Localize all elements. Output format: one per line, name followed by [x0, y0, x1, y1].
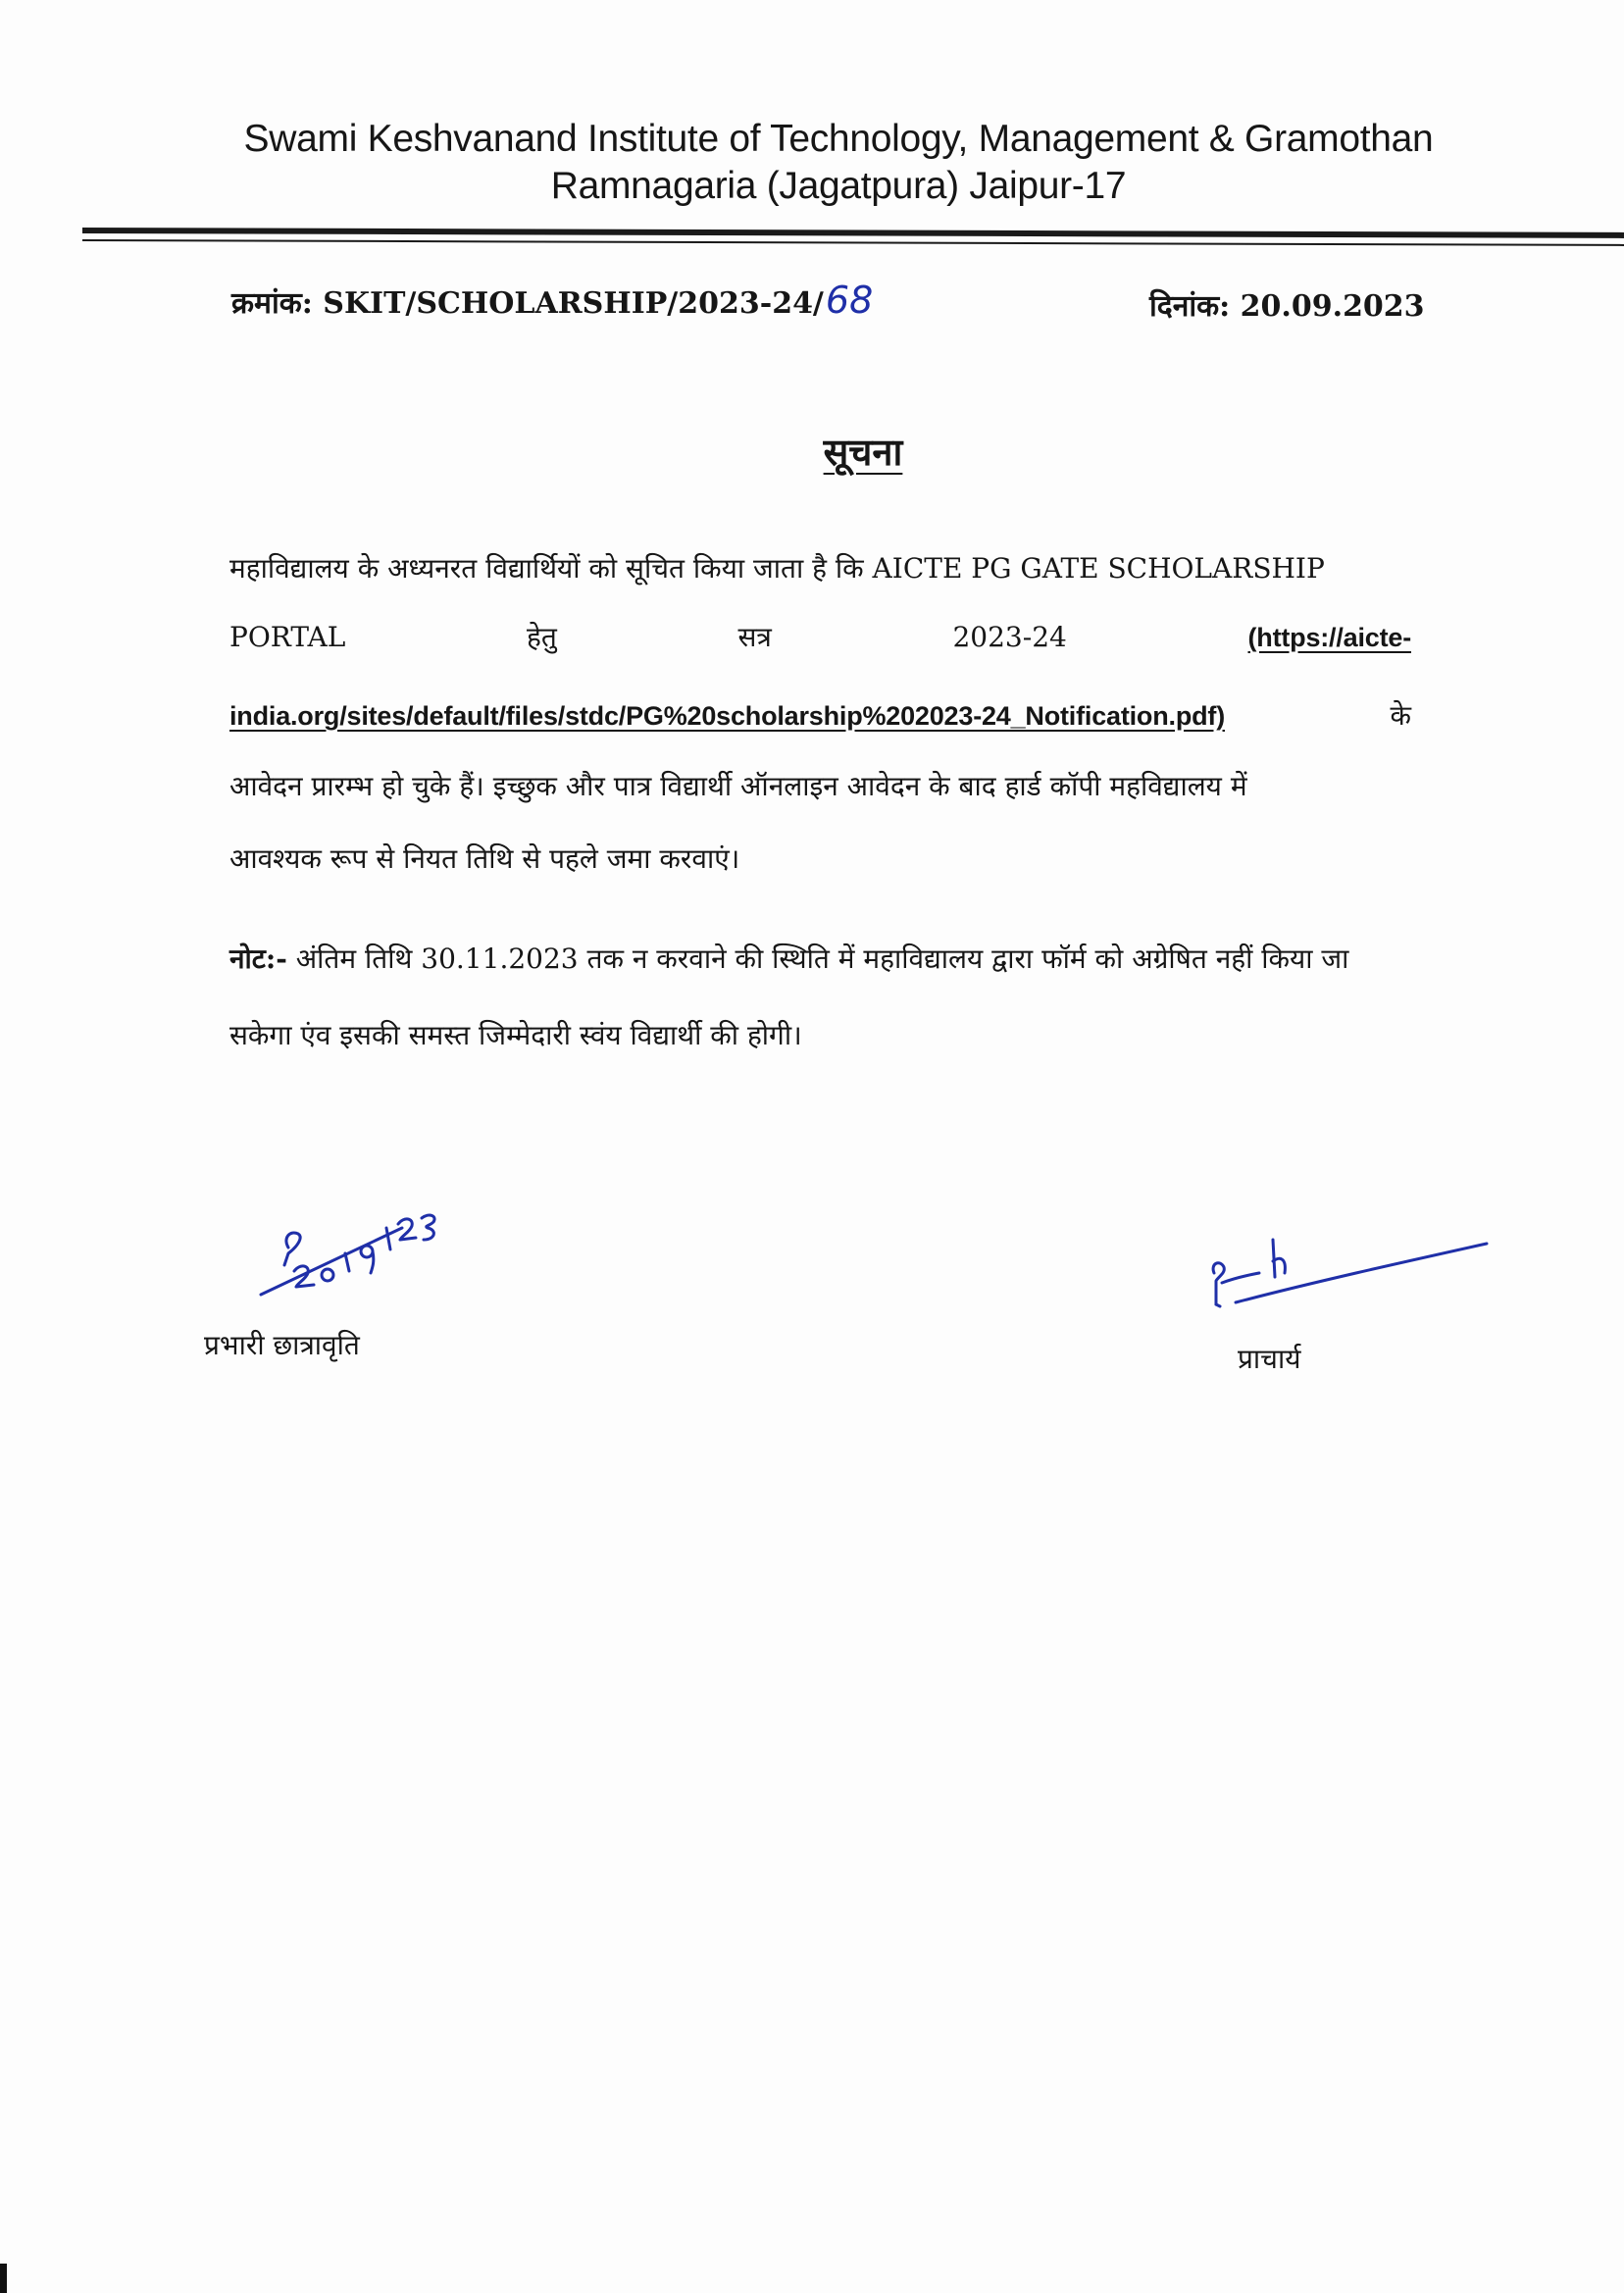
handwritten-reference-number: 68 — [825, 279, 874, 322]
principal-label: प्राचार्य — [1238, 1343, 1301, 1375]
notice-title — [667, 426, 1059, 477]
note-line-2 — [229, 1016, 1411, 1053]
note-line-2-text: सकेगा एंव इसकी समस्त जिम्मेदारी स्वंय विद्यार्थी की होगी। — [229, 1019, 802, 1051]
notice-line-1 — [229, 549, 1411, 586]
letterhead-rule-thin — [82, 239, 1624, 246]
notice-line-5-text: आवश्यक रूप से नियत तिथि से पहले जमा करवाएं। — [229, 842, 740, 875]
institute-address: Ramnagaria (Jagatpura) Jaipur-17 — [550, 165, 1127, 207]
notice-date: दिनांक: 20.09.2023 — [1149, 289, 1425, 324]
scholarship-incharge-signature — [255, 1208, 451, 1316]
letterhead-rule-thick — [82, 228, 1624, 238]
note-label: नोट:- — [229, 943, 287, 975]
note-line-1-text: अंतिम तिथि 30.11.2023 तक न करवाने की स्थिति में महाविद्यालय द्वारा फॉर्म को अग्रेषित नहीं किया जा — [286, 943, 1349, 975]
notice-line-3-end: के — [1390, 699, 1411, 732]
word-hetu: हेतु — [526, 621, 557, 653]
scholarship-incharge-label: प्रभारी छात्रावृति — [204, 1329, 360, 1361]
note-line-1 — [229, 940, 1411, 977]
scholarship-link-part-1[interactable]: (https://aicte- — [1247, 623, 1411, 652]
notice-line-4-text: आवेदन प्रारम्भ हो चुके हैं। इच्छुक और पात्र विद्यार्थी ऑनलाइन आवेदन के बाद हार्ड कॉपी महविद्यालय में — [229, 770, 1247, 802]
notice-line-1-text: महाविद्यालय के अध्यनरत विद्यार्थियों को सूचित किया जाता है कि AICTE PG GATE SCHOLARSHIP — [229, 552, 1325, 585]
notice-line-3 — [229, 696, 1411, 734]
institute-name: Swami Keshvanand Institute of Technology, Management & Gramothan — [243, 118, 1434, 160]
word-portal: PORTAL — [229, 621, 346, 653]
scholarship-link-part-2[interactable]: india.org/sites/default/files/stdc/PG%20scholarship%202023-24_Notification.pdf) — [229, 701, 1225, 731]
word-session: 2023-24 — [952, 621, 1067, 653]
principal-signature — [1202, 1226, 1497, 1324]
notice-line-2 — [229, 618, 1411, 655]
notice-line-4 — [229, 767, 1411, 804]
word-satra: सत्र — [737, 621, 772, 653]
notice-title-text: सूचना — [823, 430, 903, 474]
reference-number — [231, 279, 873, 322]
scan-edge-mark — [0, 2264, 7, 2293]
reference-label: क्रमांक: SKIT/SCHOLARSHIP/2023-24/ — [231, 286, 824, 321]
notice-line-5 — [229, 840, 1411, 877]
